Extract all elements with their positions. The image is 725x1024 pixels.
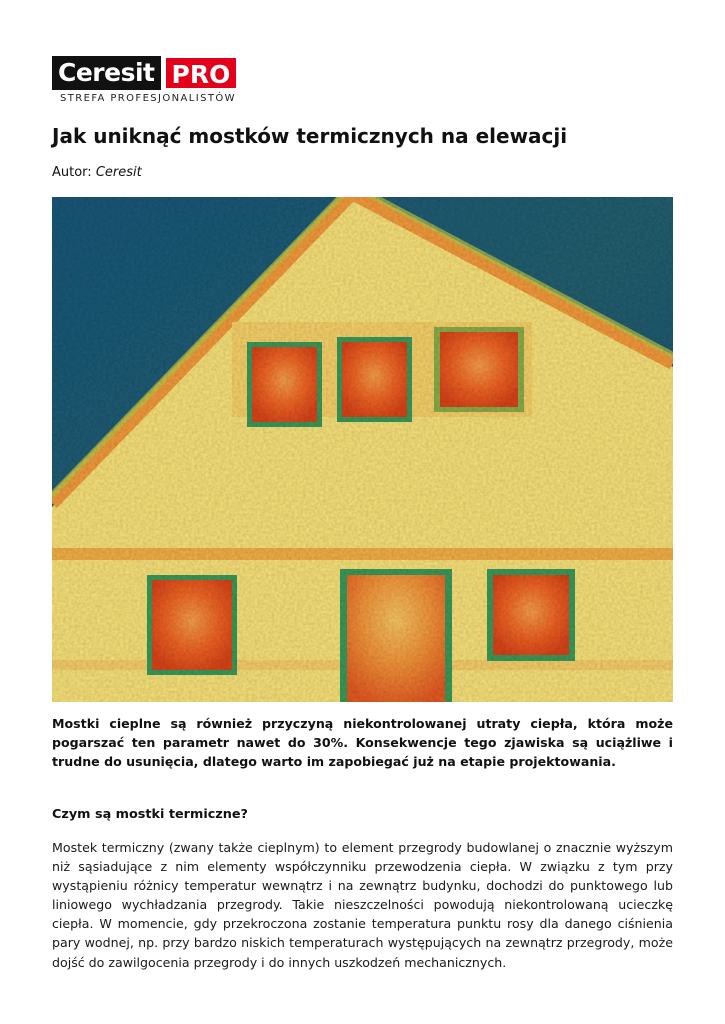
ceresit-pro-logo[interactable] [52, 56, 252, 108]
author-label: Autor: [52, 165, 92, 180]
section-heading: Czym są mostki termiczne? [52, 807, 248, 822]
article-title: Jak uniknąć mostków termicznych na elewacji [52, 124, 568, 148]
article-lead: Mostki cieplne są również przyczyną niekontrolowanej utraty ciepła, która może pogarszać ten parametr nawet do 30%. Konsekwencje tego zjawiska są uciążliwe i trudne do usunięcia, dlatego warto im zapobiegać już na etapie projektowania. [52, 716, 673, 769]
thermal-house-image [52, 197, 673, 702]
logo-tagline: STREFA PROFESJONALISTÓW [60, 93, 236, 104]
logo-brand: Ceresit [52, 56, 161, 90]
author-name: Ceresit [95, 165, 142, 180]
article-paragraph: Mostek termiczny (zwany także cieplnym) to element przegrody budowlanej o znacznie wyższym niż sąsiadujące z nim elementy współczynniku przewodzenia ciepła. W związku z tym przy wystąpieniu różnicy temperatur wewnątrz i na zewnątrz budynku, dochodzi do punktowego lub liniowego wychładzania przegrody. Takie nieszczelności powodują niekontrolowaną ucieczkę ciepła. W momencie, gdy przekroczona zostanie temperatura punktu rosy dla danego ciśnienia pary wodnej, np. przy bardzo niskich temperaturach występujących na zewnątrz przegrody, może dojść do zawilgocenia przegrody i do innych uszkodzeń mechanicznych. [52, 840, 673, 970]
author-line [52, 165, 142, 180]
logo-badge: PRO [164, 56, 239, 90]
